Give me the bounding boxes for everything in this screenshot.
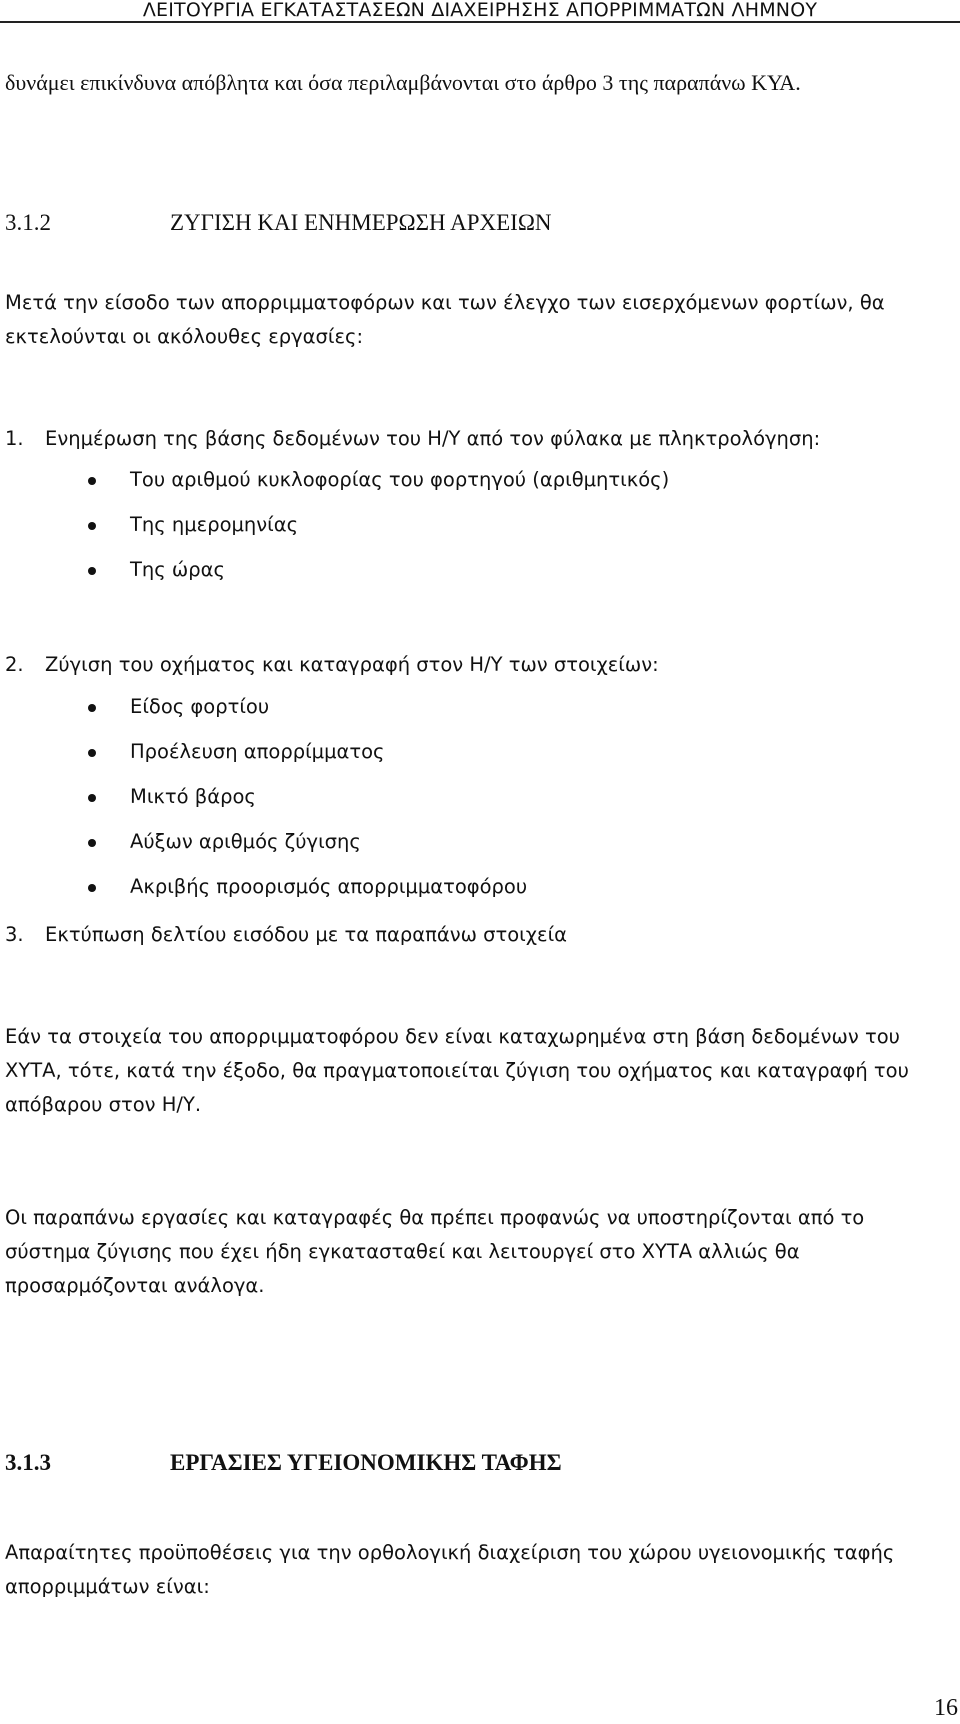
page-number: 16 [934,1695,958,1721]
section-title: ΕΡΓΑΣΙΕΣ ΥΓΕΙΟΝΟΜΙΚΗΣ ΤΑΦΗΣ [170,1450,562,1475]
section-number: 3.1.3 [5,1450,51,1475]
body-paragraph: Εάν τα στοιχεία του απορριμματοφόρου δεν είναι καταχωρημένα στη βάση δεδομένων του ΧΥΤΑ, τότε, κατά την έξοδο, θα πραγματοποιείται ζύγιση του οχήματος και καταγραφή του απόβαρου στον Η/Υ. [5,1025,909,1116]
section-number: 3.1.2 [5,210,51,235]
item-text: Ζύγιση του οχήματος και καταγραφή στον Η/Υ των στοιχείων: [45,653,659,676]
bullet-text: Είδος φορτίου [130,695,270,718]
bullet-icon [88,884,96,892]
item-number: 3. [5,923,24,946]
numbered-item-2 [5,650,659,680]
bullet-text: Της ημερομηνίας [130,513,299,536]
body-paragraph: Απαραίτητες προϋποθέσεις για την ορθολογική διαχείριση του χώρου υγειονομικής ταφής απορριμμάτων είναι: [5,1541,895,1598]
numbered-item-1 [5,424,820,454]
item-text: Εκτύπωση δελτίου εισόδου με τα παραπάνω στοιχεία [45,923,568,946]
bullet-text: Του αριθμού κυκλοφορίας του φορτηγού (αριθμητικός) [130,468,670,491]
numbered-item-3 [5,920,567,950]
bullet-icon [88,522,96,530]
bullet-icon [88,794,96,802]
running-header [0,0,960,22]
bullet-text: Προέλευση απορρίμματος [130,740,385,763]
bullet-icon [88,704,96,712]
bullet-text: Της ώρας [130,558,225,581]
bullet-text: Αύξων αριθμός ζύγισης [130,830,361,853]
bullet-text: Ακριβής προορισμός απορριμματοφόρου [130,875,528,898]
bullet-text: Μικτό βάρος [130,785,256,808]
bullet-icon [88,749,96,757]
item-text: Ενημέρωση της βάσης δεδομένων του Η/Υ από τον φύλακα με πληκτρολόγηση: [45,427,821,450]
bullet-icon [88,477,96,485]
item-number: 1. [5,427,24,450]
intro-paragraph: δυνάμει επικίνδυνα απόβλητα και όσα περιλαμβάνονται στο άρθρο 3 της παραπάνω ΚΥΑ. [5,70,801,95]
section-title: ΖΥΓΙΣΗ ΚΑΙ ΕΝΗΜΕΡΩΣΗ ΑΡΧΕΙΩΝ [170,210,552,235]
bullet-icon [88,839,96,847]
body-paragraph: Οι παραπάνω εργασίες και καταγραφές θα πρέπει προφανώς να υποστηρίζονται από το σύστημα ζύγισης που έχει ήδη εγκατασταθεί και λειτουργεί στο ΧΥΤΑ αλλιώς θα προσαρμόζονται ανάλογα. [5,1206,865,1297]
running-header-title: ΛΕΙΤΟΥΡΓΙΑ ΕΓΚΑΤΑΣΤΑΣΕΩΝ ΔΙΑΧΕΙΡΗΣΗΣ ΑΠΟΡΡΙΜΜΑΤΩΝ ΛΗΜΝΟΥ [142,0,818,21]
header-rule [0,21,960,23]
item-number: 2. [5,653,24,676]
body-paragraph: Μετά την είσοδο των απορριμματοφόρων και των έλεγχο των εισερχόμενων φορτίων, θα εκτελούνται οι ακόλουθες εργασίες: [5,291,885,348]
bullet-icon [88,567,96,575]
